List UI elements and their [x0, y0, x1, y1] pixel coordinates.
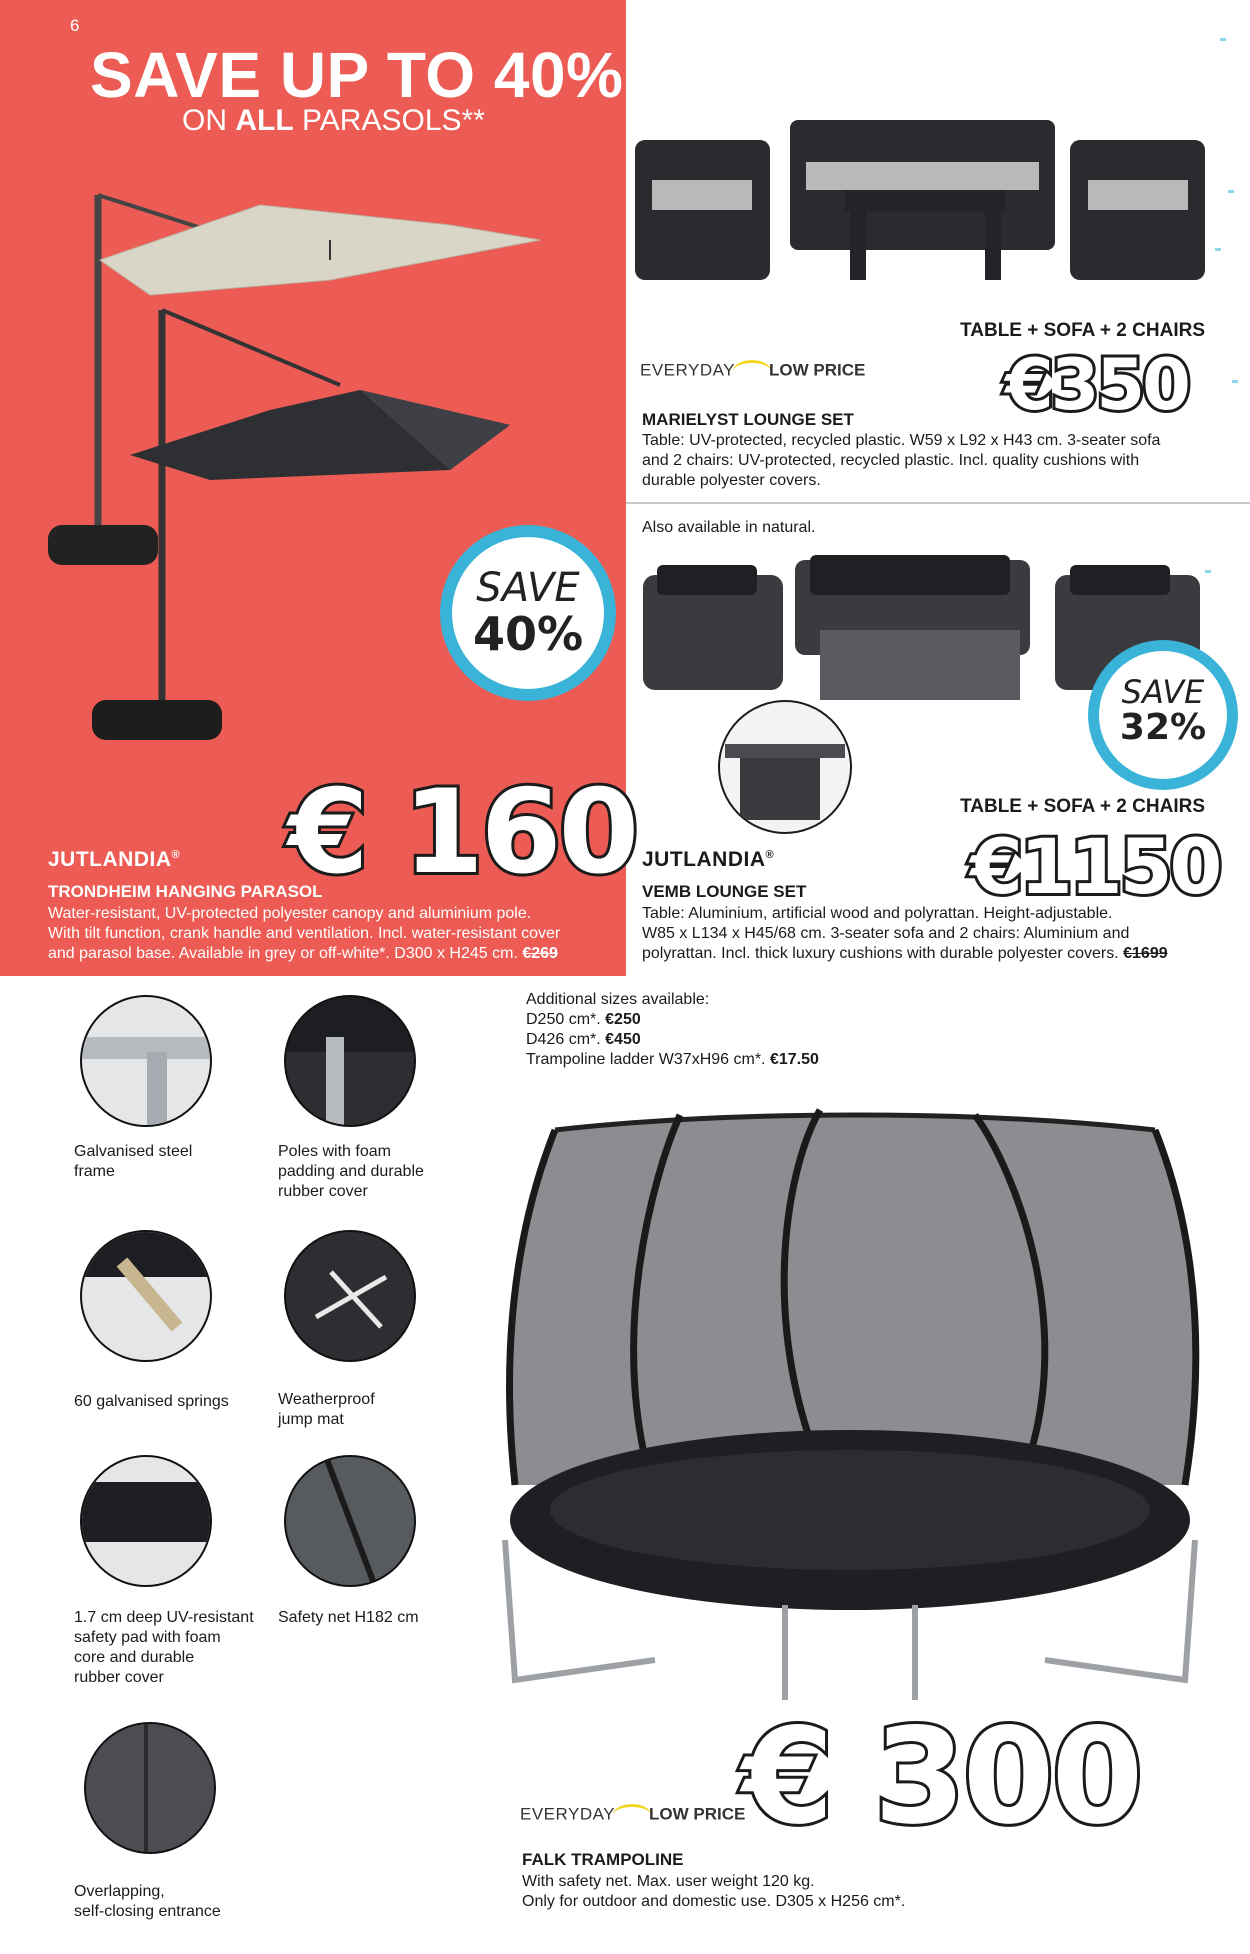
save-32-label: SAVE: [1121, 673, 1205, 711]
save-40-badge: [452, 537, 604, 689]
vemb-brand-name: JUTLANDIA: [642, 848, 766, 871]
feature-text-line: core and durable: [74, 1649, 195, 1666]
marielyst-everyday-low-price: [640, 360, 865, 382]
feature-text-line: safety pad with foam: [74, 1629, 221, 1646]
feature-text-line: 60 galvanised springs: [74, 1393, 229, 1410]
parasol-desc-2: With tilt function, crank handle and ventilation. Incl. water-resistant cover: [48, 925, 561, 942]
feature-text-line: rubber cover: [278, 1183, 368, 1200]
feature-text-line: jump mat: [278, 1411, 344, 1428]
lounge-divider: [626, 502, 1250, 504]
feature-safety-net: [278, 1608, 468, 1628]
feature-text-line: rubber cover: [74, 1669, 164, 1686]
feature-jump-mat: [278, 1390, 468, 1430]
trampoline-desc-2: Only for outdoor and domestic use. D305 x H256 cm*.: [522, 1893, 906, 1910]
size-1-price: €250: [605, 1011, 641, 1028]
trampoline-low-price: LOW PRICE: [649, 1804, 746, 1824]
trampoline-title: FALK TRAMPOLINE: [522, 1850, 684, 1869]
vemb-title: VEMB LOUNGE SET: [642, 882, 807, 901]
marielyst-description: [642, 431, 1232, 491]
marielyst-desc-1: Table: UV-protected, recycled plastic. W59 x L92 x H43 cm. 3-seater sofa: [642, 432, 1161, 449]
jump-mat-feature: [284, 1230, 416, 1362]
trampoline-image: [455, 1100, 1215, 1720]
feature-text-line: Overlapping,: [74, 1883, 165, 1900]
trampoline-everyday-low-price: [520, 1804, 745, 1826]
parasol-desc-3: and parasol base. Available in grey or off-white*. D300 x H245 cm.: [48, 945, 518, 962]
trampoline-sizes: [526, 990, 946, 1070]
steel-frame-icon: [82, 997, 212, 1127]
spring-feature: [80, 1230, 212, 1362]
parasol-brand-name: JUTLANDIA: [48, 848, 172, 871]
hero-subheadline: [182, 104, 485, 138]
marielyst-title: MARIELYST LOUNGE SET: [642, 410, 854, 429]
marielyst-desc-2: and 2 chairs: UV-protected, recycled plastic. Incl. quality cushions with: [642, 452, 1140, 469]
marielyst-low-price: LOW PRICE: [769, 360, 866, 380]
feature-text-line: padding and durable: [278, 1163, 424, 1180]
size-2-label: D426 cm*.: [526, 1031, 606, 1048]
marielyst-set-label: TABLE + SOFA + 2 CHAIRS: [960, 320, 1205, 341]
everyday-arc-icon: [613, 1804, 651, 1826]
parasol-desc-1: Water-resistant, UV-protected polyester canopy and aluminium pole.: [48, 905, 532, 922]
parasol-brand-mark: ®: [171, 849, 181, 861]
vemb-desc-2: W85 x L134 x H45/68 cm. 3-seater sofa and 2 chairs: Aluminium and: [642, 925, 1130, 942]
parasol-old-price: €269: [522, 945, 558, 962]
entrance-icon: [86, 1724, 216, 1854]
padded-pole-icon: [286, 997, 416, 1127]
vemb-also-available: Also available in natural.: [642, 519, 816, 536]
save-32-pct: 32%: [1119, 707, 1207, 748]
feature-text-line: Weatherproof: [278, 1391, 375, 1408]
hero-headline: SAVE UP TO 40%: [90, 39, 624, 111]
size-2-price: €450: [605, 1031, 641, 1048]
safety-pad-feature: [80, 1455, 212, 1587]
feature-safety-pad: [74, 1608, 284, 1688]
vemb-desc-3: polyrattan. Incl. thick luxury cushions with durable polyester covers.: [642, 945, 1119, 962]
confetti-decoration: [1228, 190, 1234, 193]
page-number: 6: [70, 16, 80, 35]
size-1-label: D250 cm*.: [526, 1011, 606, 1028]
steel-frame-feature: [80, 995, 212, 1127]
feature-spring: [74, 1392, 264, 1412]
hero-sub-suffix: PARASOLS**: [293, 104, 485, 137]
vemb-table-detail: [718, 700, 852, 834]
safety-pad-icon: [82, 1457, 212, 1587]
save-40-label: SAVE: [476, 565, 580, 611]
vemb-brand-mark: ®: [765, 849, 775, 861]
feature-text-line: 1.7 cm deep UV-resistant: [74, 1609, 254, 1626]
feature-padded-pole: [278, 1142, 468, 1202]
trampoline-desc-1: With safety net. Max. user weight 120 kg.: [522, 1873, 815, 1890]
confetti-decoration: [1215, 248, 1221, 251]
marielyst-everyday: EVERYDAY: [640, 360, 736, 380]
save-32-badge: [1099, 651, 1227, 779]
trampoline-description: [522, 1872, 1082, 1912]
feature-text-line: self-closing entrance: [74, 1903, 221, 1920]
safety-net-icon: [286, 1457, 416, 1587]
ladder-price: €17.50: [769, 1051, 819, 1068]
feature-steel-frame: [74, 1142, 264, 1182]
vemb-desc-1: Table: Aluminium, artificial wood and polyrattan. Height-adjustable.: [642, 905, 1113, 922]
parasol-price: € 160: [288, 765, 637, 900]
entrance-feature: [84, 1722, 216, 1854]
sizes-title: Additional sizes available:: [526, 991, 710, 1008]
trampoline-everyday: EVERYDAY: [520, 1804, 616, 1824]
feature-text-line: frame: [74, 1163, 115, 1180]
feature-entrance: [74, 1882, 264, 1922]
safety-net-feature: [284, 1455, 416, 1587]
vemb-old-price: €1699: [1123, 945, 1168, 962]
everyday-arc-icon: [733, 360, 771, 382]
feature-text-line: Safety net H182 cm: [278, 1609, 419, 1626]
adjustable-table-icon: [720, 702, 852, 834]
confetti-decoration: [1220, 38, 1226, 41]
save-40-pct: 40%: [472, 607, 584, 661]
marielyst-desc-3: durable polyester covers.: [642, 472, 821, 489]
vemb-price: €1150: [970, 822, 1220, 911]
padded-pole-feature: [284, 995, 416, 1127]
parasol-title: TRONDHEIM HANGING PARASOL: [48, 882, 323, 901]
hero-sub-prefix: ON: [182, 104, 236, 137]
jump-mat-icon: [286, 1232, 416, 1362]
marielyst-image: [630, 110, 1210, 295]
hero-sub-bold: ALL: [235, 104, 294, 137]
vemb-set-label: TABLE + SOFA + 2 CHAIRS: [960, 796, 1205, 817]
spring-icon: [82, 1232, 212, 1362]
ladder-label: Trampoline ladder W37xH96 cm*.: [526, 1051, 770, 1068]
vemb-brand: [642, 848, 774, 872]
parasol-description: [48, 904, 618, 964]
vemb-description: [642, 904, 1242, 964]
marielyst-price: €350: [1005, 344, 1188, 426]
confetti-decoration: [1232, 380, 1238, 383]
trampoline-price: € 300: [742, 1700, 1141, 1854]
feature-text-line: Galvanised steel: [74, 1143, 193, 1160]
parasol-brand: [48, 848, 180, 872]
feature-text-line: Poles with foam: [278, 1143, 391, 1160]
